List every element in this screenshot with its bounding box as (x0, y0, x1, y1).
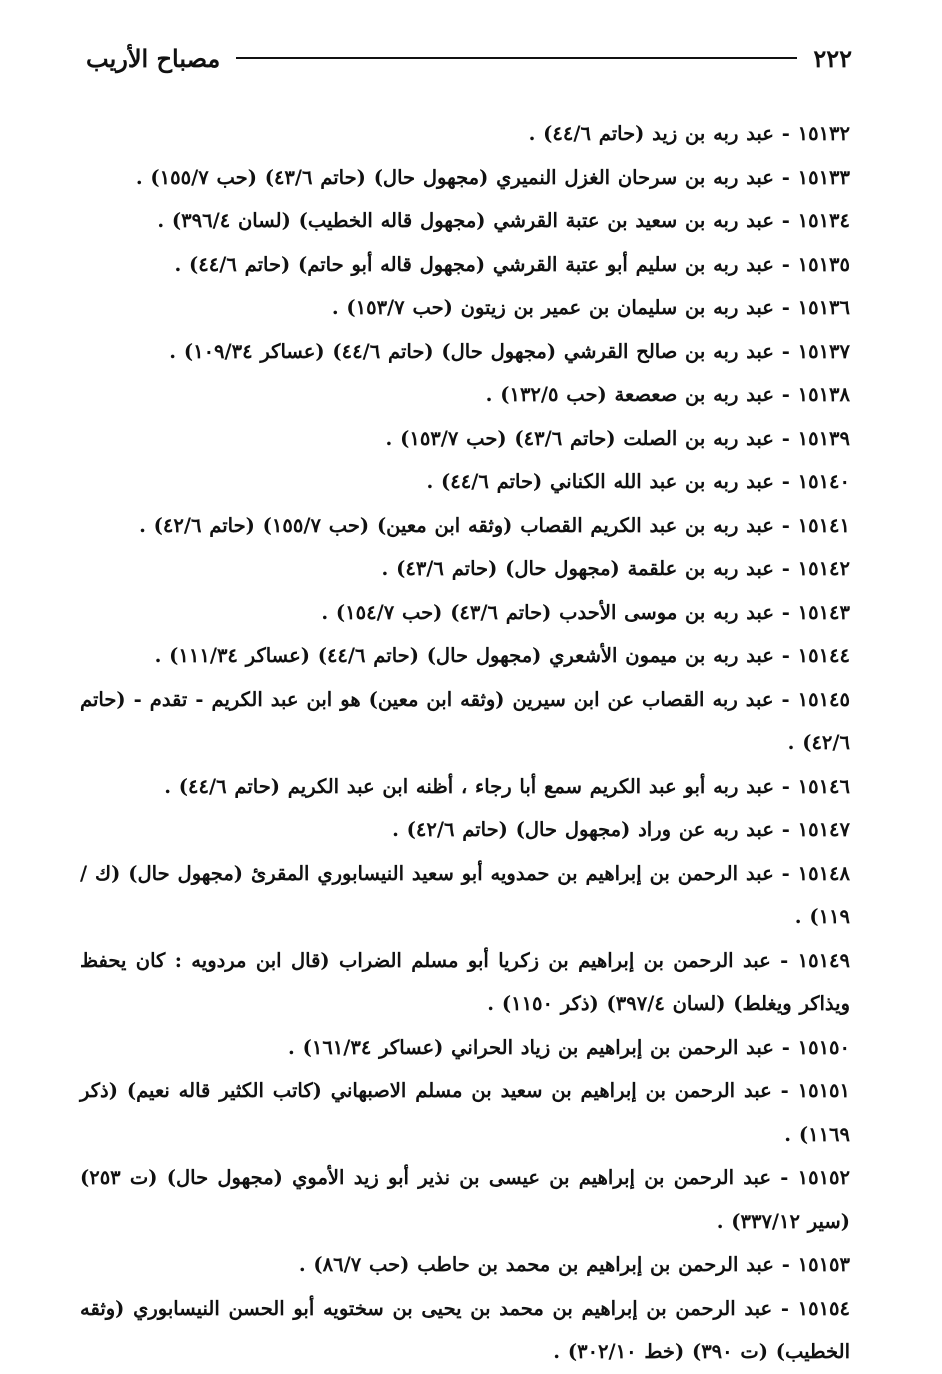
entry: ١٥١٤٠ - عبد ربه بن عبد الله الكناني (حاتم ٤٤/٦) . (426, 470, 850, 493)
book-title: مصباح الأريب (86, 43, 221, 73)
entry-number: ١٥١٤٥ (797, 687, 851, 711)
entry: ١٥١٣٨ - عبد ربه بن صعصعة (حب ١٣٢/٥) . (485, 383, 850, 406)
entry-text: عبد ربه بن سعيد بن عتبة القرشي (مجهول قاله الخطيب) (لسان ٣٩٦/٤) . (157, 209, 774, 232)
entry-number: ١٥١٤٦ (797, 774, 850, 798)
entry: ١٥١٤٢ - عبد ربه بن علقمة (مجهول حال) (حاتم ٤٣/٦) . (381, 557, 850, 580)
entry: ١٥١٤٥ - عبد ربه القصاب عن ابن سيرين (وثقه ابن معين) هو ابن عبد الكريم - تقدم - (حاتم ٤٢/٦) . (80, 687, 851, 754)
entry-number: ١٥١٤٠ (797, 470, 850, 493)
entry-number: ١٥١٣٦ (797, 296, 850, 319)
entry: ١٥١٣٥ - عبد ربه بن سليم أبو عتبة القرشي (مجهول قاله أبو حاتم) (حاتم ٤٤/٦) . (174, 252, 850, 276)
entry-text: عبد ربه بن صالح القرشي (مجهول حال) (حاتم ٤٤/٦) (عساكر ١٠٩/٣٤) . (169, 339, 774, 363)
entry-text: عبد ربه بن صعصعة (حب ١٣٢/٥) . (485, 383, 774, 406)
entry: ١٥١٥٣ - عبد الرحمن بن إبراهيم بن محمد بن حاطب (حب ٨٦/٧) . (298, 1253, 850, 1276)
entry-number: ١٥١٣٢ (797, 122, 850, 145)
entry-number: ١٥١٤٩ (797, 948, 851, 972)
entry-number: ١٥١٥١ (797, 1079, 850, 1102)
header-rule (236, 57, 797, 59)
entry: ١٥١٤٧ - عبد ربه عن وراد (مجهول حال) (حاتم ٤٢/٦) . (392, 818, 850, 841)
entry: ١٥١٣٢ - عبد ربه بن زيد (حاتم ٤٤/٦) . (528, 122, 850, 145)
page-number: ٢٢٢ (813, 43, 852, 73)
entry-number: ١٥١٤١ (797, 513, 850, 537)
entry-number: ١٥١٣٣ (797, 165, 850, 189)
entry-number: ١٥١٥٤ (797, 1296, 850, 1320)
entry: ١٥١٥٤ - عبد الرحمن بن إبراهيم بن محمد بن يحيى بن سختويه أبو الحسن النيسابوري (وثقه الخطيب) (ت ٣٩٠) (خط ٣٠٢/١٠) . (80, 1296, 850, 1363)
entry: ١٥١٣٦ - عبد ربه بن سليمان بن عمير بن زيتون (حب ١٥٣/٧) . (331, 296, 850, 319)
entry-text: عبد الرحمن بن إبراهيم بن زياد الحراني (عساكر ١٦١/٣٤) . (288, 1035, 774, 1059)
entry-text: عبد ربه القصاب عن ابن سيرين (وثقه ابن معين) هو ابن عبد الكريم - تقدم - (حاتم ٤٢/٦) . (80, 687, 850, 754)
entry-text: عبد ربه بن سليم أبو عتبة القرشي (مجهول قاله أبو حاتم) (حاتم ٤٤/٦) . (174, 252, 774, 276)
entry-number: ١٥١٣٨ (797, 383, 850, 406)
entry-text: عبد الرحمن بن إبراهيم بن عيسى بن نذير أبو زيد الأموي (مجهول حال) (ت ٢٥٣) (سير ٣٣٧/١٢) . (80, 1166, 850, 1233)
entry: ١٥١٤١ - عبد ربه بن عبد الكريم القصاب (وثقه ابن معين) (حب ١٥٥/٧) (حاتم ٤٢/٦) . (139, 513, 850, 537)
entry-text: عبد ربه بن عبد الله الكناني (حاتم ٤٤/٦) . (426, 470, 774, 493)
entry-text: عبد ربه بن علقمة (مجهول حال) (حاتم ٤٣/٦) . (381, 557, 774, 580)
entry: ١٥١٤٩ - عبد الرحمن بن إبراهيم بن زكريا أبو مسلم الضراب (قال ابن مردويه : كان يحفظ ويذاكر ويغلط) (لسان ٣٩٧/٤) (ذكر ١١٥٠) . (80, 948, 851, 1015)
entry: ١٥١٣٩ - عبد ربه بن الصلت (حاتم ٤٣/٦) (حب ١٥٣/٧) . (385, 426, 850, 450)
entry-number: ١٥١٤٣ (797, 600, 850, 624)
page-header (86, 40, 852, 76)
entry-text: عبد ربه بن سليمان بن عمير بن زيتون (حب ١٥٣/٧) . (331, 296, 774, 319)
entry-number: ١٥١٣٩ (797, 426, 850, 450)
entry-text: عبد ربه بن الصلت (حاتم ٤٣/٦) (حب ١٥٣/٧) . (385, 426, 774, 450)
entry-number: ١٥١٣٧ (797, 339, 850, 363)
entry-text: عبد ربه أبو عبد الكريم سمع أبا رجاء ، أظنه ابن عبد الكريم (حاتم ٤٤/٦) . (164, 774, 774, 798)
entry-number: ١٥١٤٨ (797, 861, 851, 885)
entry-text: عبد ربه بن موسى الأحدب (حاتم ٤٣/٦) (حب ١٥٤/٧) . (321, 600, 774, 624)
entry-number: ١٥١٤٤ (797, 644, 850, 667)
entry-number: ١٥١٤٧ (797, 818, 850, 841)
entry: ١٥١٥٠ - عبد الرحمن بن إبراهيم بن زياد الحراني (عساكر ١٦١/٣٤) . (288, 1035, 850, 1059)
entry-text: عبد الرحمن بن إبراهيم بن حمدويه أبو سعيد النيسابوري المقرئ (مجهول حال) (ك / ١١٩) . (80, 861, 850, 928)
entry-text: عبد ربه بن زيد (حاتم ٤٤/٦) . (528, 122, 774, 145)
entry-text: عبد الرحمن بن إبراهيم بن محمد بن حاطب (حب ٨٦/٧) . (298, 1253, 774, 1276)
entry: ١٥١٤٤ - عبد ربه بن ميمون الأشعري (مجهول حال) (حاتم ٤٤/٦) (عساكر ١١١/٣٤) . (154, 644, 850, 667)
entry-number: ١٥١٣٥ (797, 252, 850, 276)
entry-text: عبد الرحمن بن إبراهيم بن محمد بن يحيى بن سختويه أبو الحسن النيسابوري (وثقه الخطيب) (ت ٣٩٠) (خط ٣٠٢/١٠) . (80, 1296, 850, 1363)
entry-number: ١٥١٣٤ (797, 209, 850, 232)
entry-text: عبد الرحمن بن إبراهيم بن زكريا أبو مسلم الضراب (قال ابن مردويه : كان يحفظ ويذاكر ويغلط) (لسان ٣٩٧/٤) (ذكر ١١٥٠) . (80, 948, 850, 1015)
entry: ١٥١٤٨ - عبد الرحمن بن إبراهيم بن حمدويه أبو سعيد النيسابوري المقرئ (مجهول حال) (ك / ١١٩) . (80, 861, 851, 928)
entry: ١٥١٤٦ - عبد ربه أبو عبد الكريم سمع أبا رجاء ، أظنه ابن عبد الكريم (حاتم ٤٤/٦) . (164, 774, 850, 798)
entry: ١٥١٤٣ - عبد ربه بن موسى الأحدب (حاتم ٤٣/٦) (حب ١٥٤/٧) . (321, 600, 850, 624)
entry-text: عبد ربه عن وراد (مجهول حال) (حاتم ٤٢/٦) . (392, 818, 774, 841)
entry-number: ١٥١٥٢ (797, 1166, 851, 1189)
entry-text: عبد الرحمن بن إبراهيم بن سعيد بن مسلم الاصبهاني (كاتب الكثير قاله نعيم) (ذكر ١١٦٩) . (80, 1079, 850, 1146)
entry-text: عبد ربه بن ميمون الأشعري (مجهول حال) (حاتم ٤٤/٦) (عساكر ١١١/٣٤) . (154, 644, 774, 667)
entry-number: ١٥١٥٣ (797, 1253, 850, 1276)
entry-text: عبد ربه بن سرحان الغزل النميري (مجهول حال) (حاتم ٤٣/٦) (حب ١٥٥/٧) . (135, 165, 774, 189)
entry: ١٥١٣٣ - عبد ربه بن سرحان الغزل النميري (مجهول حال) (حاتم ٤٣/٦) (حب ١٥٥/٧) . (135, 165, 850, 189)
entry-text: عبد ربه بن عبد الكريم القصاب (وثقه ابن معين) (حب ١٥٥/٧) (حاتم ٤٢/٦) . (139, 513, 774, 537)
entry-number: ١٥١٥٠ (797, 1035, 850, 1059)
entry-number: ١٥١٤٢ (797, 557, 850, 580)
entry: ١٥١٣٤ - عبد ربه بن سعيد بن عتبة القرشي (مجهول قاله الخطيب) (لسان ٣٩٦/٤) . (157, 209, 850, 232)
entry: ١٥١٥٢ - عبد الرحمن بن إبراهيم بن عيسى بن نذير أبو زيد الأموي (مجهول حال) (ت ٢٥٣) (سير ٣٣٧/١٢) . (80, 1166, 851, 1233)
entry: ١٥١٣٧ - عبد ربه بن صالح القرشي (مجهول حال) (حاتم ٤٤/٦) (عساكر ١٠٩/٣٤) . (169, 339, 850, 363)
entries-list (80, 112, 850, 1374)
entry: ١٥١٥١ - عبد الرحمن بن إبراهيم بن سعيد بن مسلم الاصبهاني (كاتب الكثير قاله نعيم) (ذكر ١١٦٩) . (80, 1079, 850, 1146)
